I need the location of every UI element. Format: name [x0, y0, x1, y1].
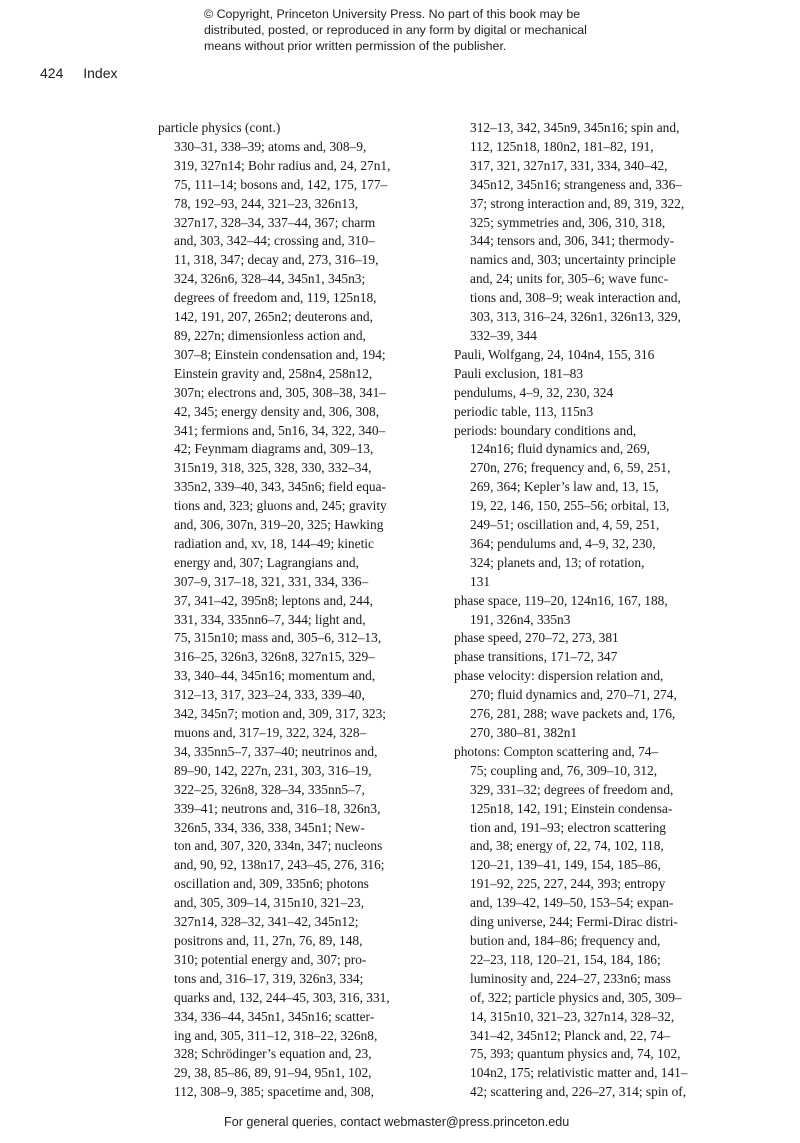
index-line: and, 305, 309–14, 315n10, 321–23,: [174, 895, 365, 911]
index-line: 112, 125n18, 180n2, 181–82, 191,: [470, 138, 654, 154]
index-line: 312–13, 342, 345n9, 345n16; spin and,: [470, 120, 680, 135]
index-line: periodic table, 113, 115n3: [454, 403, 594, 419]
index-line: 104n2, 175; relativistic matter and, 141–: [470, 1065, 688, 1081]
index-line: periods: boundary conditions and,: [454, 422, 637, 438]
index-column-left: [158, 119, 390, 1102]
index-line: 142, 191, 207, 265n2; deuterons and,: [174, 309, 373, 325]
index-line: 131: [470, 573, 491, 589]
index-line: 37; strong interaction and, 89, 319, 322,: [470, 195, 685, 211]
index-line: muons and, 317–19, 322, 324, 328–: [174, 725, 367, 740]
index-line: 75, 315n10; mass and, 305–6, 312–13,: [174, 630, 382, 646]
index-line: 269, 364; Kepler’s law and, 13, 15,: [470, 479, 659, 495]
index-line: 315n19, 318, 325, 328, 330, 332–34,: [174, 460, 372, 476]
copyright-line: © Copyright, Princeton University Press. No part of this book may be: [204, 7, 581, 21]
index-line: degrees of freedom and, 119, 125n18,: [174, 290, 377, 306]
index-line: 191–92, 225, 227, 244, 393; entropy: [470, 876, 666, 892]
index-line: Einstein gravity and, 258n4, 258n12,: [174, 365, 373, 381]
index-line: 37, 341–42, 395n8; leptons and, 244,: [174, 592, 373, 608]
index-line: pendulums, 4–9, 32, 230, 324: [454, 384, 614, 400]
index-line: particle physics (cont.): [158, 120, 281, 135]
index-line: and, 303, 342–44; crossing and, 310–: [174, 233, 375, 249]
index-line: tion and, 191–93; electron scattering: [470, 819, 666, 835]
index-line: 124n16; fluid dynamics and, 269,: [470, 441, 651, 457]
index-line: 322–25, 326n8, 328–34, 335nn5–7,: [174, 781, 365, 797]
index-line: positrons and, 11, 27n, 76, 89, 148,: [174, 932, 363, 948]
index-line: energy and, 307; Lagrangians and,: [174, 554, 359, 570]
index-line: and, 38; energy of, 22, 74, 102, 118,: [470, 838, 664, 854]
index-line: 249–51; oscillation and, 4, 59, 251,: [470, 517, 660, 533]
index-line: 75, 393; quantum physics and, 74, 102,: [470, 1046, 681, 1062]
index-line: 332–39, 344: [470, 327, 537, 343]
index-line: phase space, 119–20, 124n16, 167, 188,: [454, 592, 668, 608]
running-head: [40, 65, 118, 81]
index-line: ton and, 307, 320, 334n, 347; nucleons: [174, 838, 383, 854]
index-line: 331, 334, 335nn6–7, 344; light and,: [174, 611, 366, 627]
index-line: 33, 340–44, 345n16; momentum and,: [174, 668, 376, 684]
index-line: 328; Schrödinger’s equation and, 23,: [174, 1046, 372, 1062]
index-line: 345n12, 345n16; strangeness and, 336–: [470, 176, 682, 192]
footer-contact: For general queries, contact webmaster@press.princeton.edu: [224, 1115, 570, 1129]
index-line: 327n14, 328–32, 341–42, 345n12;: [174, 914, 359, 930]
copyright-line: distributed, posted, or reproduced in any form by digital or mechanical: [204, 23, 587, 37]
index-line: 316–25, 326n3, 326n8, 327n15, 329–: [174, 649, 375, 665]
index-line: 89–90, 142, 227n, 231, 303, 316–19,: [174, 762, 372, 778]
index-line: 22–23, 118, 120–21, 154, 184, 186;: [470, 951, 661, 967]
index-column-right: [454, 119, 688, 1102]
index-line: luminosity and, 224–27, 233n6; mass: [470, 970, 671, 986]
index-line: 125n18, 142, 191; Einstein condensa-: [470, 800, 673, 816]
index-line: phase transitions, 171–72, 347: [454, 649, 618, 665]
index-line: 19, 22, 146, 150, 255–56; orbital, 13,: [470, 498, 670, 514]
copyright-line: means without prior written permission of the publisher.: [204, 39, 507, 53]
index-line: ding universe, 244; Fermi-Dirac distri-: [470, 914, 678, 930]
index-line: 310; potential energy and, 307; pro-: [174, 951, 367, 967]
index-line: 42; scattering and, 226–27, 314; spin of,: [470, 1084, 687, 1100]
index-line: tions and, 308–9; weak interaction and,: [470, 290, 681, 306]
index-line: 330–31, 338–39; atoms and, 308–9,: [174, 138, 367, 154]
index-line: 344; tensors and, 306, 341; thermody-: [470, 233, 675, 249]
index-line: 324, 326n6, 328–44, 345n1, 345n3;: [174, 271, 366, 287]
index-line: 327n17, 328–34, 337–44, 367; charm: [174, 214, 376, 230]
index-line: and, 24; units for, 305–6; wave func-: [470, 271, 669, 287]
index-line: radiation and, xv, 18, 144–49; kinetic: [174, 535, 374, 551]
index-line: namics and, 303; uncertainty principle: [470, 252, 676, 268]
index-line: 34, 335nn5–7, 337–40; neutrinos and,: [174, 743, 378, 759]
index-line: 191, 326n4, 335n3: [470, 611, 571, 627]
index-line: tons and, 316–17, 319, 326n3, 334;: [174, 970, 364, 986]
index-line: Pauli, Wolfgang, 24, 104n4, 155, 316: [454, 346, 655, 362]
index-line: phase velocity: dispersion relation and,: [454, 668, 664, 684]
index-line: 14, 315n10, 321–23, 327n14, 328–32,: [470, 1008, 675, 1024]
index-line: ing and, 305, 311–12, 318–22, 326n8,: [174, 1027, 378, 1043]
index-line: of, 322; particle physics and, 305, 309–: [470, 989, 682, 1005]
index-line: 307n; electrons and, 305, 308–38, 341–: [174, 384, 386, 400]
index-line: 276, 281, 288; wave packets and, 176,: [470, 706, 676, 722]
index-line: and, 306, 307n, 319–20, 325; Hawking: [174, 517, 384, 533]
index-line: 307–9, 317–18, 321, 331, 334, 336–: [174, 573, 369, 589]
index-line: 303, 313, 316–24, 326n1, 326n13, 329,: [470, 309, 681, 325]
index-line: and, 139–42, 149–50, 153–54; expan-: [470, 895, 674, 911]
index-line: bution and, 184–86; frequency and,: [470, 932, 661, 948]
index-line: Pauli exclusion, 181–83: [454, 365, 584, 381]
index-line: 270, 380–81, 382n1: [470, 725, 578, 740]
index-line: 334, 336–44, 345n1, 345n16; scatter-: [174, 1008, 375, 1024]
index-line: 342, 345n7; motion and, 309, 317, 323;: [174, 706, 387, 722]
index-line: 270; fluid dynamics and, 270–71, 274,: [470, 687, 677, 703]
index-line: 325; symmetries and, 306, 310, 318,: [470, 214, 666, 230]
index-line: 89, 227n; dimensionless action and,: [174, 327, 366, 343]
index-line: 42; Feynmam diagrams and, 309–13,: [174, 441, 374, 457]
index-line: 326n5, 334, 336, 338, 345n1; New-: [174, 819, 365, 835]
index-line: phase speed, 270–72, 273, 381: [454, 630, 619, 646]
index-line: 120–21, 139–41, 149, 154, 185–86,: [470, 857, 661, 873]
index-line: 307–8; Einstein condensation and, 194;: [174, 346, 386, 362]
index-line: tions and, 323; gluons and, 245; gravity: [174, 498, 387, 514]
page-number: 424: [40, 65, 64, 81]
index-line: 335n2, 339–40, 343, 345n6; field equa-: [174, 479, 386, 495]
index-line: 75; coupling and, 76, 309–10, 312,: [470, 762, 658, 778]
index-line: 78, 192–93, 244, 321–23, 326n13,: [174, 195, 359, 211]
index-line: 319, 327n14; Bohr radius and, 24, 27n1,: [174, 157, 391, 173]
index-line: 11, 318, 347; decay and, 273, 316–19,: [174, 252, 379, 268]
index-line: 317, 321, 327n17, 331, 334, 340–42,: [470, 157, 668, 173]
index-line: 341–42, 345n12; Planck and, 22, 74–: [470, 1027, 671, 1043]
index-line: 112, 308–9, 385; spacetime and, 308,: [174, 1084, 374, 1100]
section-title: Index: [83, 65, 118, 81]
index-line: 42, 345; energy density and, 306, 308,: [174, 403, 380, 419]
index-line: oscillation and, 309, 335n6; photons: [174, 876, 369, 892]
index-line: 339–41; neutrons and, 316–18, 326n3,: [174, 800, 381, 816]
index-line: 312–13, 317, 323–24, 333, 339–40,: [174, 687, 365, 703]
index-line: 29, 38, 85–86, 89, 91–94, 95n1, 102,: [174, 1065, 372, 1081]
index-line: 324; planets and, 13; of rotation,: [470, 554, 645, 570]
index-line: 364; pendulums and, 4–9, 32, 230,: [470, 535, 656, 551]
index-line: quarks and, 132, 244–45, 303, 316, 331,: [174, 989, 390, 1005]
index-line: and, 90, 92, 138n17, 243–45, 276, 316;: [174, 857, 385, 873]
copyright-notice: [204, 6, 624, 54]
index-line: 341; fermions and, 5n16, 34, 322, 340–: [174, 422, 386, 438]
index-line: 270n, 276; frequency and, 6, 59, 251,: [470, 460, 671, 476]
index-line: photons: Compton scattering and, 74–: [454, 743, 659, 759]
index-line: 75, 111–14; bosons and, 142, 175, 177–: [174, 176, 388, 192]
index-line: 329, 331–32; degrees of freedom and,: [470, 781, 674, 797]
